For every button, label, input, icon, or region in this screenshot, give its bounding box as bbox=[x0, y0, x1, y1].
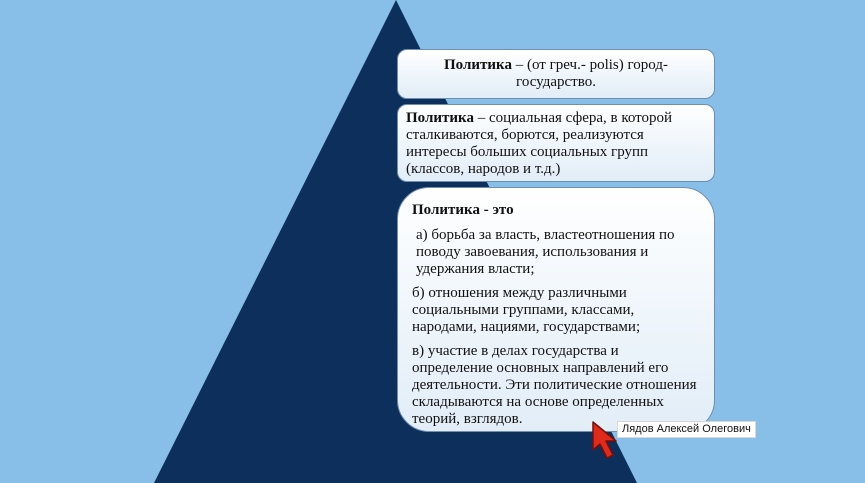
definition-social-sphere-text: – социальная сфера, в которой сталкиваются, борются, реализуются интересы больших социальных групп (классов, народов и т.д.) bbox=[406, 110, 673, 177]
definition-polis-text: – (от греч.- polis) город-государство. bbox=[511, 57, 668, 90]
list-item-c: в) участие в делах государства и определение основных направлений его деятельности. Эти политические отношения складываются на основе определенных теорий, взглядов. bbox=[412, 343, 697, 427]
term-politics: Политика bbox=[444, 57, 512, 73]
definition-box-list bbox=[397, 187, 715, 432]
list-item-b: б) отношения между различными социальными группами, классами, народами, нациями, государствами; bbox=[412, 285, 641, 335]
term-politics: Политика bbox=[406, 110, 474, 126]
definition-box-polis bbox=[397, 49, 715, 99]
author-label: Лядов Алексей Олегович bbox=[617, 421, 756, 438]
definition-box-social-sphere bbox=[397, 104, 715, 182]
list-heading: Политика - это bbox=[412, 202, 514, 218]
list-item-a: а) борьба за власть, властеотношения по поводу завоевания, использования и удержания власти; bbox=[416, 227, 675, 277]
